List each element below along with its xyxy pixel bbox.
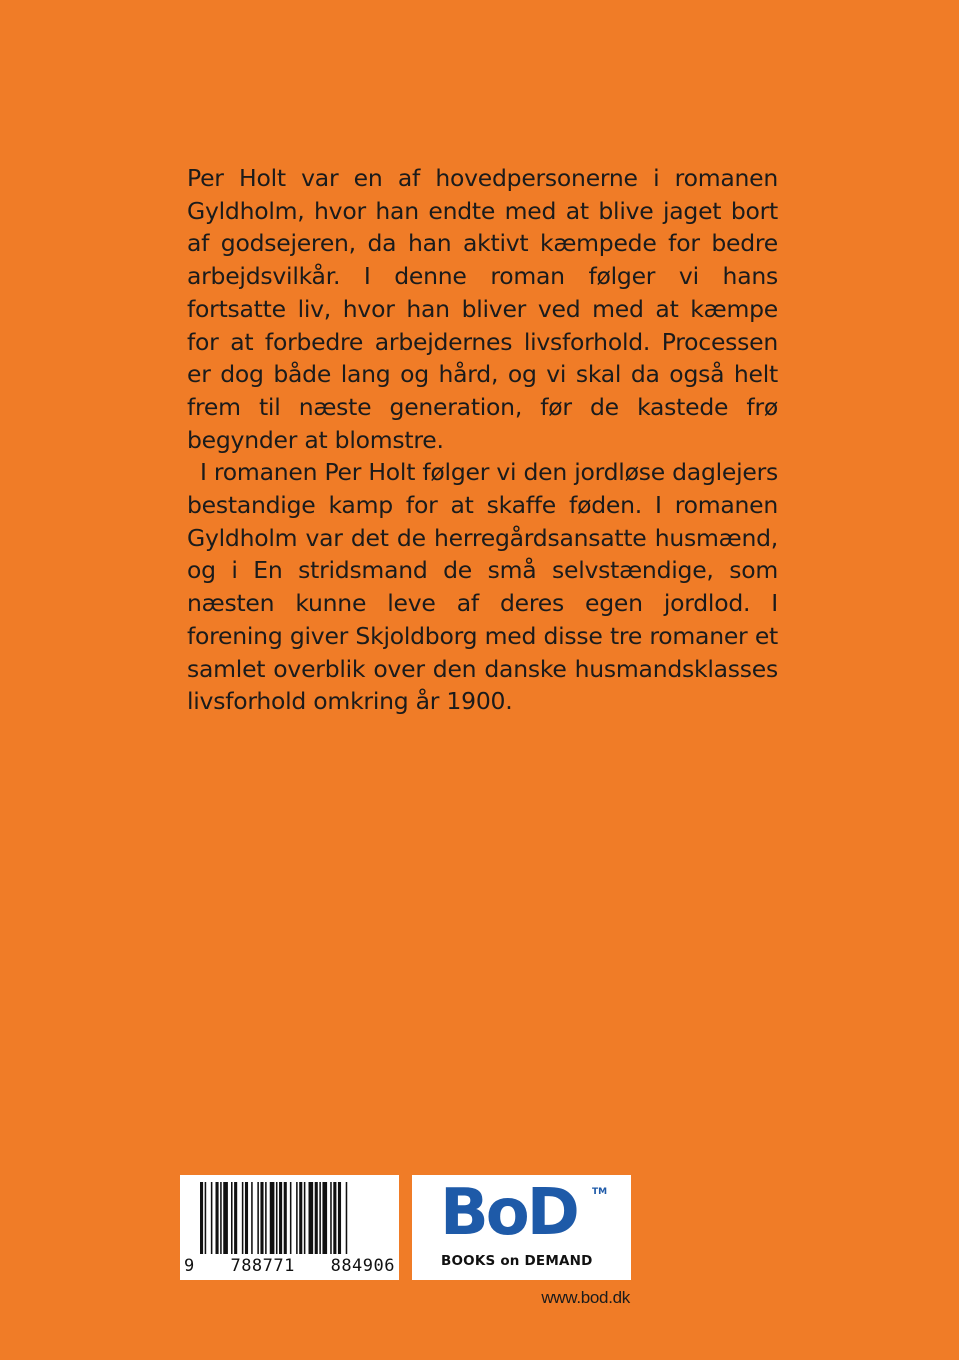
barcode-bar (220, 1182, 222, 1254)
blurb-paragraph-1: Per Holt var en af hovedpersonerne i romanen Gyldholm, hvor han endte med at blive jaget bort af godsejeren, da han aktivt kæmpede for bedre arbejdsvilkår. I denne roman følger vi hans fortsatte liv, hvor han bliver ved med at kæmpe for at forbedre arbejdernes livsforhold. Processen er dog både lang og hård, og vi skal da også helt frem til næste generation, før de kastede frø begynder at blomstre. (187, 164, 778, 454)
barcode-bar (205, 1182, 207, 1254)
bod-tagline: BOOKS on DEMAND (441, 1253, 593, 1269)
barcode-bar (276, 1182, 278, 1254)
barcode-bar (296, 1182, 298, 1254)
barcode-bar (290, 1182, 292, 1254)
barcode-bar (333, 1182, 336, 1254)
barcode-bar (260, 1182, 263, 1254)
barcode-bar (299, 1182, 302, 1254)
barcode-bar (284, 1182, 287, 1254)
barcode-bar (265, 1182, 267, 1254)
back-cover-blurb (187, 162, 778, 718)
barcode-bar (231, 1182, 233, 1254)
bod-wordmark: BoD (440, 1176, 577, 1250)
barcode-bar (270, 1182, 275, 1254)
barcode-bar (234, 1182, 237, 1254)
publisher-website: www.bod.dk (541, 1288, 630, 1307)
barcode-bars (200, 1182, 380, 1254)
barcode-digit-group-3: 884906 (330, 1256, 395, 1276)
isbn-barcode (180, 1175, 399, 1280)
barcode-bar (319, 1182, 321, 1254)
barcode-bar (216, 1182, 219, 1254)
barcode-bar (251, 1182, 253, 1254)
barcode-bar (309, 1182, 314, 1254)
barcode-bar (338, 1182, 341, 1254)
barcode-bar (315, 1182, 318, 1254)
barcode-bar (211, 1182, 213, 1254)
barcode-bar (242, 1182, 244, 1254)
barcode-bar (245, 1182, 248, 1254)
publisher-logo (412, 1175, 631, 1280)
barcode-bar (330, 1182, 332, 1254)
barcode-bar (346, 1182, 348, 1254)
barcode-bar (223, 1182, 228, 1254)
barcode-bar (322, 1182, 327, 1254)
barcode-digits (184, 1256, 395, 1276)
trademark-symbol: TM (592, 1187, 608, 1197)
barcode-bar (304, 1182, 306, 1254)
barcode-digit-group-2: 788771 (230, 1256, 295, 1276)
barcode-bar (200, 1182, 203, 1254)
barcode-bar (257, 1182, 259, 1254)
barcode-bar (279, 1182, 282, 1254)
barcode-digit-group-1: 9 (184, 1256, 195, 1276)
blurb-paragraph-2: I romanen Per Holt følger vi den jordløse daglejers bestandige kamp for at skaffe føden. I romanen Gyldholm var det de herregårdsansatte husmænd, og i En stridsmand de små selvstændige, som næsten kunne leve af deres egen jordlod. I forening giver Skjoldborg med disse tre romaner et samlet overblik over den danske husmandsklasses livsforhold omkring år 1900. (187, 458, 778, 716)
